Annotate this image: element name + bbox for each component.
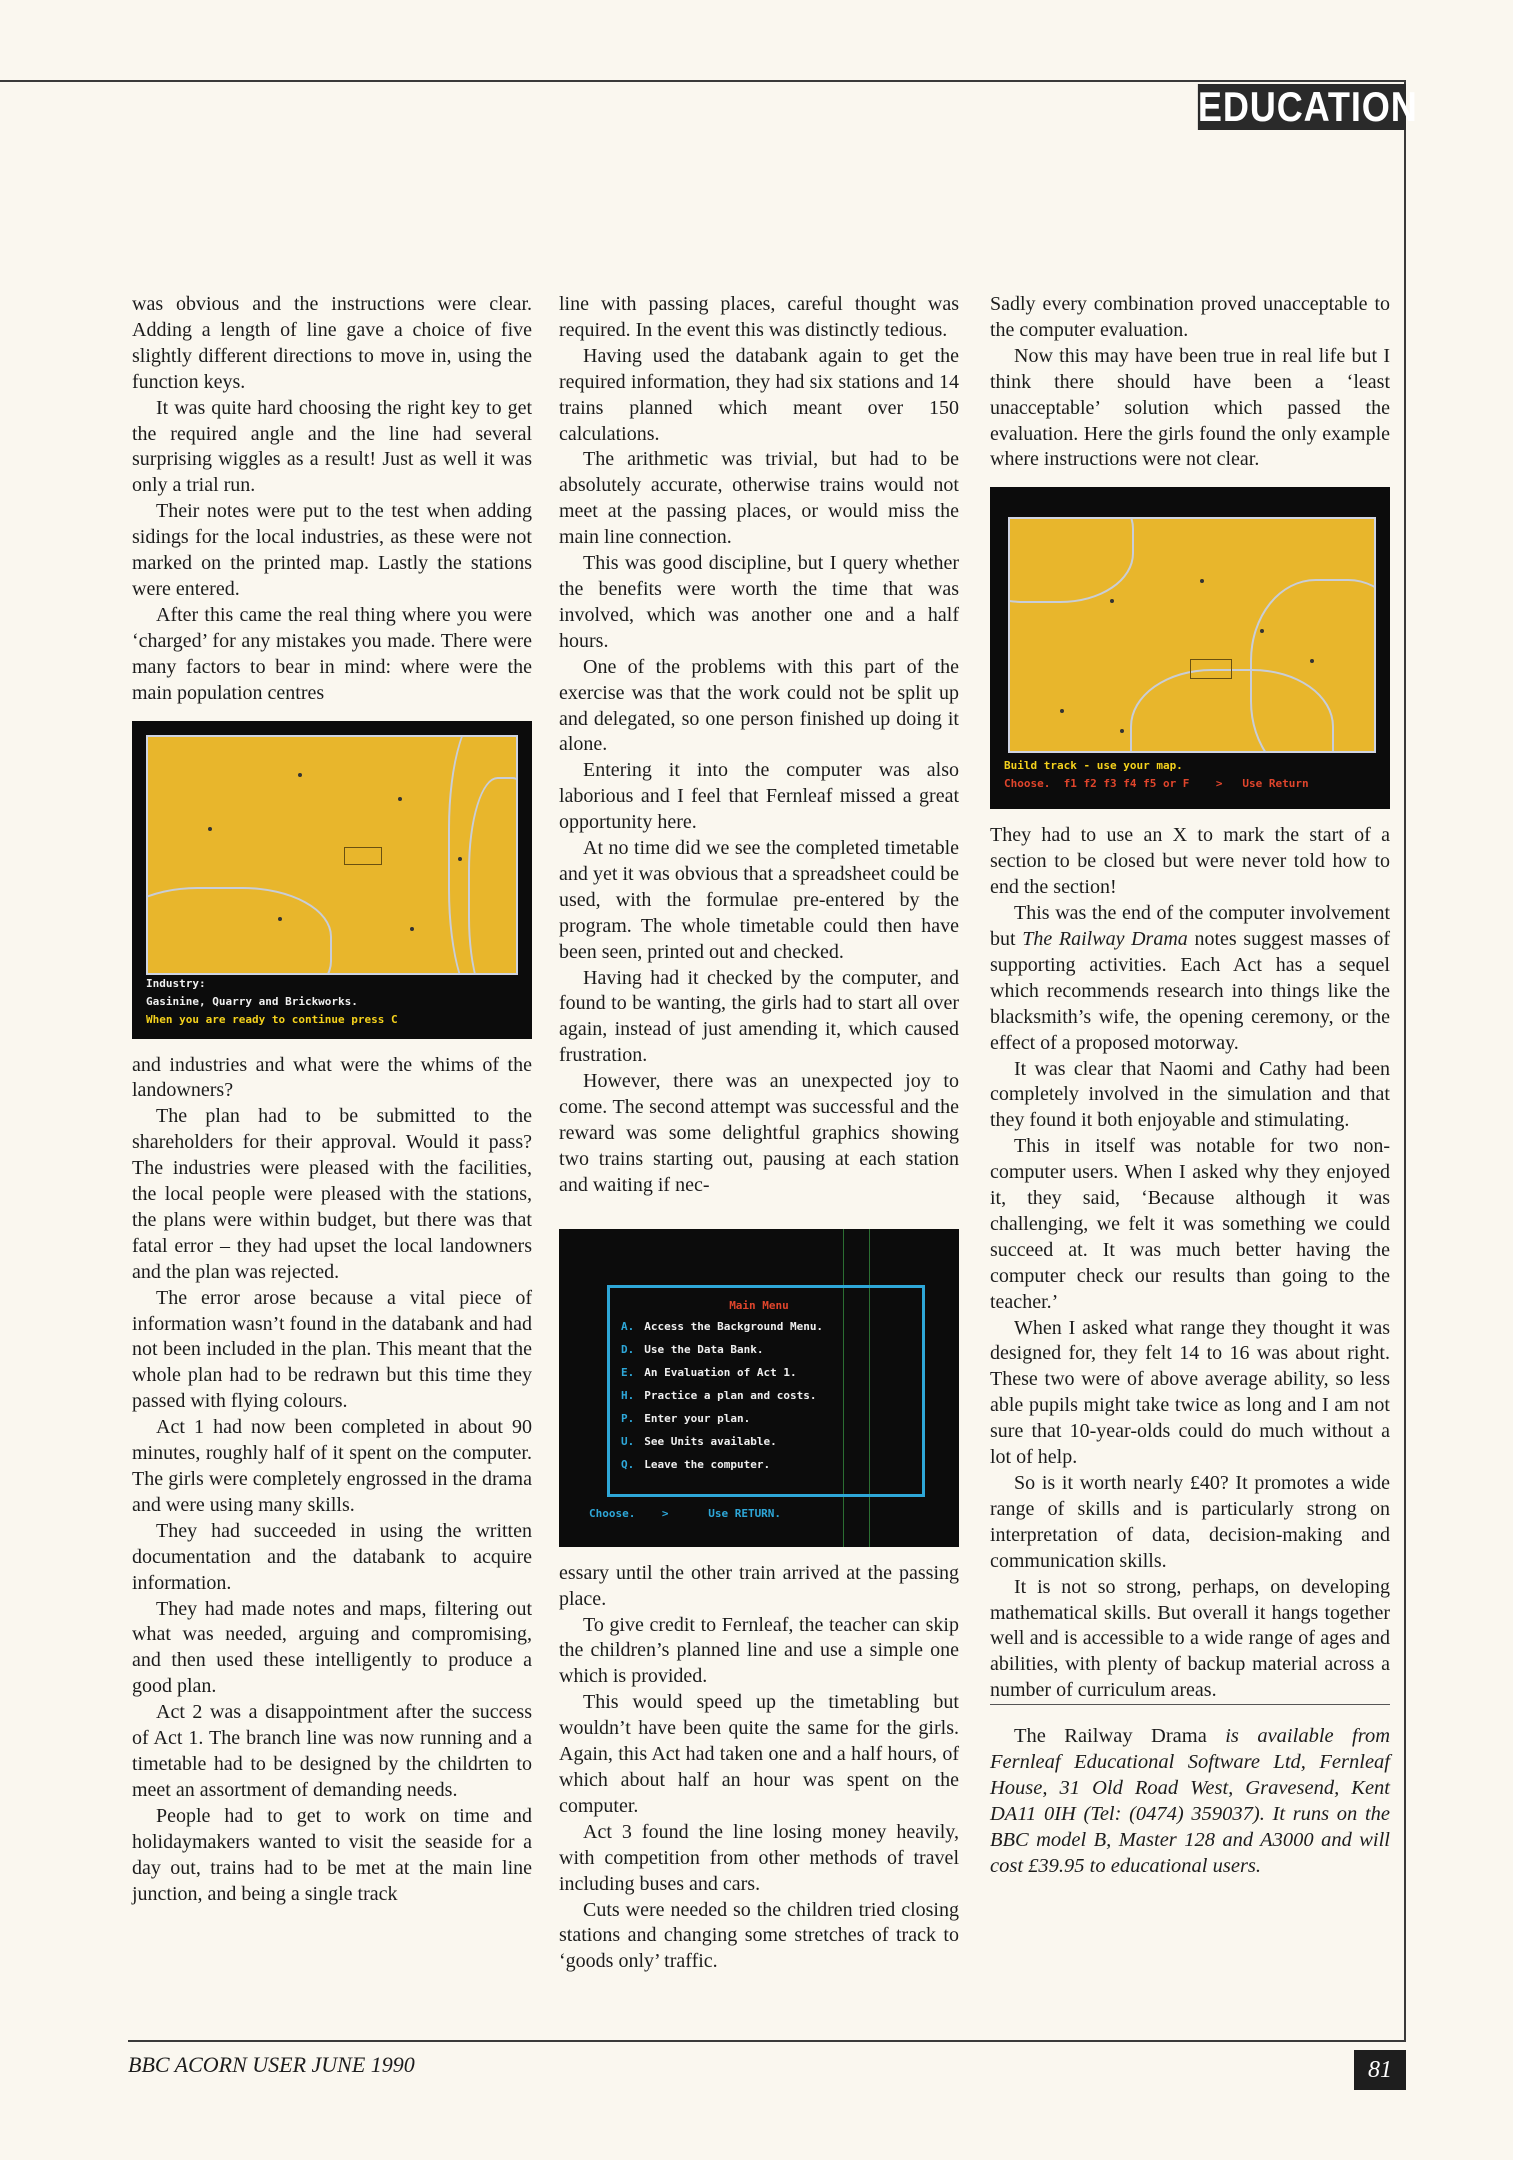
map-station <box>1120 729 1124 733</box>
menu-item[interactable]: D. Use the Data Bank. <box>621 1342 764 1356</box>
paragraph: They had to use an X to mark the start of a section to be closed but were never told how to end the section! <box>990 824 1390 899</box>
product-name: The Railway Drama <box>1014 1725 1207 1748</box>
screen-caption: Gasinine, Quarry and Brickworks. <box>146 994 358 1008</box>
bottom-rule <box>128 2040 1406 2042</box>
screen-caption: Choose. f1 f2 f3 f4 f5 or F > Use Return <box>1004 777 1309 791</box>
paragraph: One of the problems with this part of the exercise was that the work could not be split up and delegated, so one person finished up doing it alone. <box>559 655 959 756</box>
map-road <box>146 887 332 975</box>
map-marker-box <box>344 847 382 865</box>
menu-item[interactable]: P. Enter your plan. <box>621 1411 751 1425</box>
map-station <box>410 927 414 931</box>
paragraph: It was quite hard choosing the right key to get the required angle and the line had several surprising wiggles as a result! Just as well it was only a trial run. <box>132 396 532 497</box>
map-marker-box <box>1190 659 1232 679</box>
paragraph: Act 1 had now been completed in about 90 minutes, roughly half of it spent on the computer. The girls were completely engrossed in the drama and were using many skills. <box>132 1416 532 1516</box>
paragraph: They had made notes and maps, filtering out what was needed, arguing and compromising, and then used these intelligently to produce a good plan. <box>132 1597 532 1698</box>
map-station <box>208 827 212 831</box>
screenshot-build-track <box>990 487 1390 809</box>
map-road <box>1008 517 1134 603</box>
paragraph: When I asked what range they thought it was designed for, they felt 14 to 16 was about right. These two were of above average ability, so less able pupils might take twice as long and I am not sure that 10-year-olds could do much without a lot of help. <box>990 1316 1390 1469</box>
map-station <box>298 773 302 777</box>
map-station <box>1060 709 1064 713</box>
screenshot-industry-map <box>132 721 532 1039</box>
magazine-footer: BBC ACORN USER JUNE 1990 <box>128 2052 415 2077</box>
map-station <box>278 917 282 921</box>
paragraph: Having used the databank again to get the required information, they had six stations and 14 trains planned which meant over 150 calculations. <box>559 344 959 445</box>
screen-caption: Build track - use your map. <box>1004 759 1183 773</box>
page-number: 81 <box>1354 2050 1406 2090</box>
screenshot-main-menu <box>559 1229 959 1547</box>
menu-item[interactable]: E. An Evaluation of Act 1. <box>621 1365 797 1379</box>
product-credit <box>990 1704 1390 1879</box>
screen-caption: Industry: <box>146 976 206 990</box>
paragraph: line with passing places, careful thought was required. In the event this was distinctly tedious. <box>559 293 959 341</box>
menu-item[interactable]: H. Practice a plan and costs. <box>621 1388 817 1402</box>
paragraph: Sadly every combination proved unacceptable to the computer evaluation. <box>990 293 1390 341</box>
top-rule <box>0 80 1406 82</box>
paragraph: and industries and what were the whims of the landowners? <box>132 1053 532 1102</box>
menu-item[interactable]: Q. Leave the computer. <box>621 1457 771 1471</box>
paragraph: At no time did we see the completed timetable and yet it was obvious that a spreadsheet could be used, with the formulae pre-entered by the program. The whole timetable could then have been seen, printed out and checked. <box>559 837 959 963</box>
menu-item[interactable]: A. Access the Background Menu. <box>621 1319 824 1333</box>
menu-list <box>621 1315 823 1476</box>
paragraph: Cuts were needed so the children tried closing stations and changing some stretches of track to ‘goods only’ traffic. <box>559 1898 959 1973</box>
paragraph: It was clear that Naomi and Cathy had been completely involved in the simulation and that they found it both enjoyable and stimulating. <box>990 1057 1390 1132</box>
column-1 <box>132 292 532 1907</box>
product-details: is available from Fernleaf Educational Software Ltd, Fernleaf House, 31 Old Road West, Gravesend, Kent DA11 0IH (Tel: (0474) 359037). It runs on the BBC model B, Master 128 and A3000 and will cost £39.95 to educational users. <box>990 1725 1390 1878</box>
right-rule <box>1404 80 1406 2040</box>
paragraph: Now this may have been true in real life but I think there should have been a ‘least unacceptable’ solution which passed the evaluation. Here the girls found the only example where instructions were not clear. <box>990 344 1390 471</box>
paragraph: After this came the real thing where you were ‘charged’ for any mistakes you made. There were many factors to bear in mind: where were the main population centres <box>132 603 532 704</box>
map-road <box>1130 669 1334 753</box>
paragraph: It is not so strong, perhaps, on developing mathematical skills. But overall it hangs together well and is accessible to a wide range of ages and abilities, with plenty of backup material across a number of curriculum areas. <box>990 1575 1390 1702</box>
column-3 <box>990 292 1390 1879</box>
paragraph: This would speed up the timetabling but wouldn’t have been quite the same for the girls. Again, this Act had taken one and a half hours, of which about half an hour was spent on the computer. <box>559 1691 959 1817</box>
paragraph: To give credit to Fernleaf, the teacher can skip the children’s planned line and use a simple one which is provided. <box>559 1613 959 1688</box>
map-station <box>398 797 402 801</box>
map-station <box>1110 599 1114 603</box>
paragraph: This was the end of the computer involvement but The Railway Drama notes suggest masses of supporting activities. Each Act has a sequel which recommends research into things like the blacksmith’s wife, the opening ceremony, or the effect of a proposed motorway. <box>990 902 1391 1054</box>
menu-prompt: Choose. > Use RETURN. <box>589 1506 782 1520</box>
paragraph: The arithmetic was trivial, but had to be absolutely accurate, otherwise trains would not meet at the passing places, or would miss the main line connection. <box>559 448 959 549</box>
map-image <box>146 735 518 975</box>
section-heading: EDUCATION <box>1197 83 1418 130</box>
paragraph: People had to get to work on time and holidaymakers wanted to visit the seaside for a day out, trains had to be met at the main line junction, and being a single track <box>132 1804 532 1905</box>
paragraph: Act 3 found the line losing money heavily, with competition from other methods of travel including buses and cars. <box>559 1820 959 1895</box>
paragraph: essary until the other train arrived at the passing place. <box>559 1561 959 1610</box>
paragraph: Entering it into the computer was also laborious and I feel that Fernleaf missed a great opportunity here. <box>559 759 959 834</box>
paragraph: was obvious and the instructions were clear. Adding a length of line gave a choice of five slightly different directions to move in, using the function keys. <box>132 293 532 393</box>
paragraph: The error arose because a vital piece of information wasn’t found in the databank and had not been included in the plan. This meant that the whole plan had to be redrawn but this time they passed with flying colours. <box>132 1286 532 1413</box>
column-2 <box>559 292 959 1975</box>
map-image <box>1008 517 1376 753</box>
paragraph: So is it worth nearly £40? It promotes a wide range of skills and is particularly strong on interpretation of data, decision-making and communication skills. <box>990 1472 1390 1572</box>
map-station <box>1200 579 1204 583</box>
screen-caption: When you are ready to continue press C <box>146 1012 398 1026</box>
menu-item[interactable]: U. See Units available. <box>621 1434 777 1448</box>
paragraph: However, there was an unexpected joy to come. The second attempt was successful and the reward was some delightful graphics showing two trains starting out, pausing at each station and waiting if nec- <box>559 1070 959 1196</box>
paragraph: Having had it checked by the computer, and found to be wanting, the girls had to start all over again, instead of just amending it, which caused frustration. <box>559 966 959 1067</box>
paragraph: This in itself was notable for two non-computer users. When I asked why they enjoyed it, they said, ‘Because although it was challenging, we felt it was something we could succeed at. It was much better having the computer check our results than going to the teacher.’ <box>990 1135 1390 1313</box>
paragraph: Act 2 was a disappointment after the success of Act 1. The branch line was now running and a timetable had to be designed by the childrten to meet an assortment of demanding needs. <box>132 1701 532 1801</box>
map-road <box>468 777 518 975</box>
paragraph: This was good discipline, but I query whether the benefits were worth the time that was involved, which was another one and a half hours. <box>559 552 959 652</box>
menu-title: Main Menu <box>729 1298 789 1312</box>
paragraph: They had succeeded in using the written documentation and the databank to acquire information. <box>132 1519 532 1594</box>
product-title: The Railway Drama <box>1022 927 1188 950</box>
paragraph: The plan had to be submitted to the shareholders for their approval. Would it pass? The industries were pleased with the facilities, the local people were pleased with the stations, the plans were within budget, but there was that fatal error – they had upset the local landowners and the plan was rejected. <box>132 1105 532 1283</box>
map-station <box>458 857 462 861</box>
paragraph: Their notes were put to the test when adding sidings for the local industries, as these were not marked on the printed map. Lastly the stations were entered. <box>132 500 532 600</box>
